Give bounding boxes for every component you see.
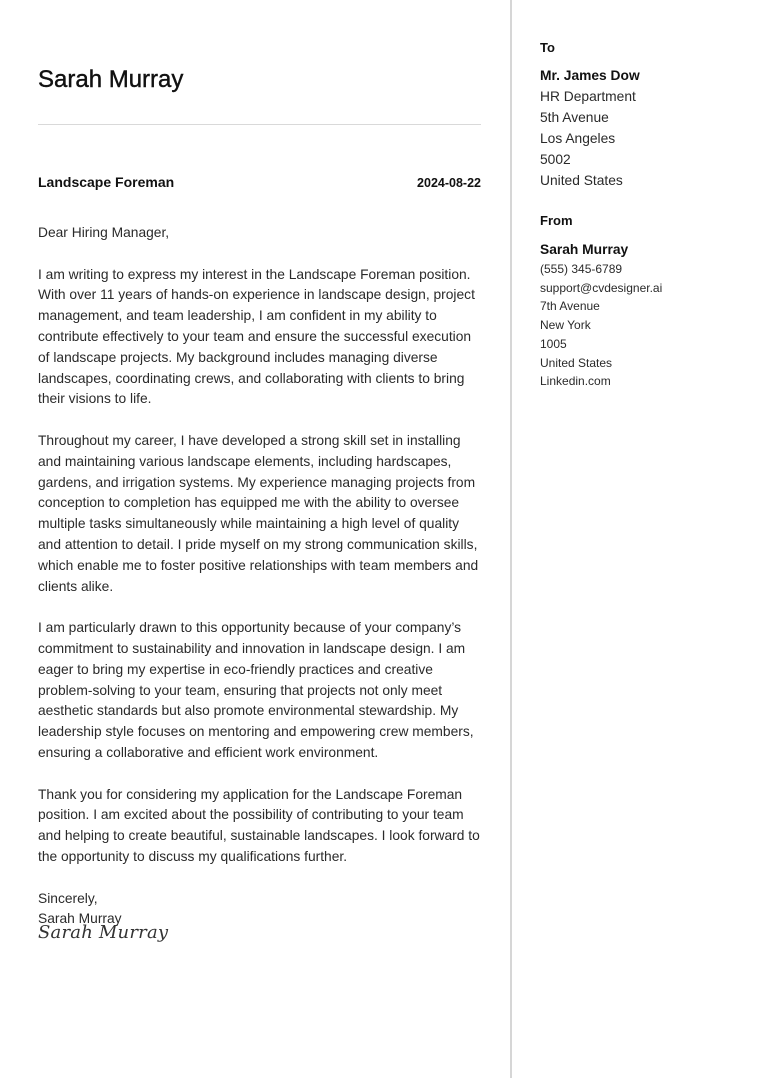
paragraph-4: Thank you for considering my application for the Landscape Foreman position. I am excited about the possibility of contributing to your team and helping to create beautiful, sustainable landscapes. I look forward to the opportunity to discuss my qualifications further. bbox=[38, 786, 480, 864]
sender-street: 7th Avenue bbox=[540, 299, 600, 314]
sender-name-title: Sarah Murray bbox=[38, 66, 184, 93]
letter-body bbox=[38, 223, 481, 930]
job-row bbox=[38, 174, 481, 190]
recipient-name: Mr. James Dow bbox=[540, 68, 640, 83]
sender-email: support@cvdesigner.ai bbox=[540, 280, 663, 295]
recipient-line: 5002 bbox=[540, 151, 571, 167]
column-divider bbox=[510, 0, 512, 1078]
closing: Sincerely, bbox=[38, 890, 98, 906]
paragraph-3: I am particularly drawn to this opportunity because of your company’s commitment to sustainability and innovation in landscape design. I am eager to bring my expertise in eco-friendly practices and creative problem-solving to your team, ensuring that projects not only meet aesthetic standards but also promote environmental stewardship. My leadership style focuses on mentoring and empowering crew members, ensuring a collaborative and efficient work environment. bbox=[38, 620, 474, 760]
from-heading: From bbox=[540, 213, 573, 228]
handwritten-signature: Sarah Murray bbox=[38, 922, 169, 943]
paragraph-2: Throughout my career, I have developed a strong skill set in installing and maintaining various landscape elements, including hardscapes, gardens, and irrigation systems. My experience managing projects from conception to completion has equipped me with the ability to oversee multiple tasks simultaneously while maintaining a high level of quality and attention to detail. I pride myself on my strong communication skills, which enable me to foster positive relationships with team members and clients alike. bbox=[38, 432, 479, 594]
sender-phone: (555) 345-6789 bbox=[540, 262, 623, 276]
sender-linkedin: Linkedin.com bbox=[540, 374, 611, 389]
to-heading: To bbox=[540, 40, 555, 55]
recipient-line: 5th Avenue bbox=[540, 109, 609, 125]
recipient-line: United States bbox=[540, 172, 623, 188]
sender-block bbox=[540, 240, 662, 391]
sender-country: United States bbox=[540, 355, 613, 370]
paragraph-1: I am writing to express my interest in the Landscape Foreman position. With over 11 years of hands-on experience in landscape design, project management, and team leadership, I am confident in my ability to contribute effectively to your team and ensure the successful execution of landscape projects. My background includes managing diverse landscapes, coordinating crews, and collaborating with clients to bring their visions to life. bbox=[38, 266, 475, 407]
sender-city: New York bbox=[540, 318, 591, 333]
recipient-line: HR Department bbox=[540, 88, 636, 104]
sender-name: Sarah Murray bbox=[540, 242, 629, 257]
letter-date: 2024-08-22 bbox=[417, 176, 481, 190]
recipient-line: Los Angeles bbox=[540, 130, 616, 146]
header-divider bbox=[38, 124, 481, 125]
job-title: Landscape Foreman bbox=[38, 174, 175, 190]
sender-zip: 1005 bbox=[540, 336, 567, 351]
greeting: Dear Hiring Manager, bbox=[38, 225, 170, 240]
recipient-block bbox=[540, 66, 640, 191]
closing-name: Sarah Murray bbox=[38, 911, 122, 927]
